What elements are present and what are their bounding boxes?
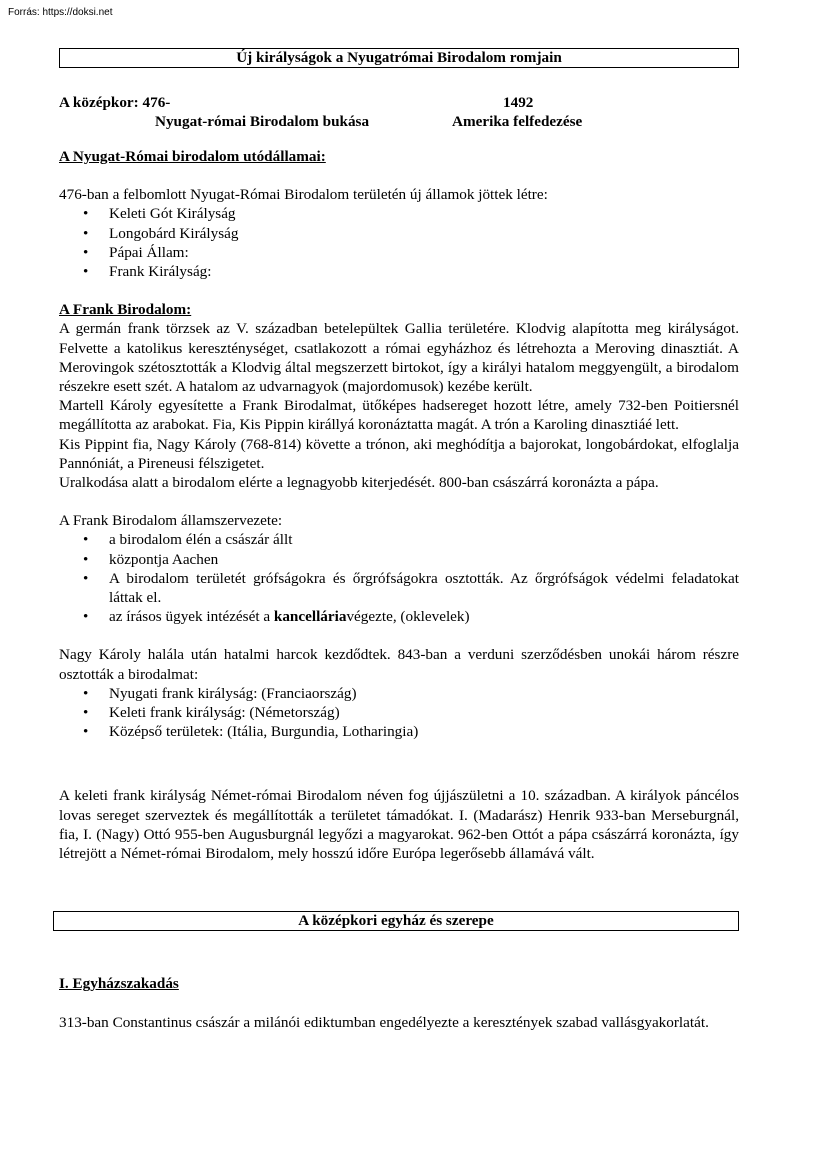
paragraph: 313-ban Constantinus császár a milánói ediktumban engedélyezte a keresztények szabad vallásgyakorlatát. <box>59 1013 709 1031</box>
paragraph: Nagy Károly halála után hatalmi harcok kezdődtek. 843-ban a verduni szerződésben unokái három részre osztották a birodalmat: <box>59 646 739 683</box>
timeline-year-end: 1492 <box>503 94 534 111</box>
section-heading-schism: I. Egyházszakadás <box>59 975 179 993</box>
timeline <box>59 93 739 133</box>
division-list <box>59 684 739 742</box>
paragraph: 476-ban a felbomlott Nyugat-Római Birodalom területén új államok jöttek létre: <box>59 186 548 204</box>
section-heading-frank-empire: A Frank Birodalom: <box>59 301 192 319</box>
list-item <box>109 607 739 626</box>
list-item: • Keleti frank királyság: (Németország) <box>109 703 739 722</box>
timeline-label: A középkor: 476- <box>59 94 171 111</box>
list-item: • A birodalom területét grófságokra és őrgrófságokra osztották. Az őrgrófságok védelmi feladatokat láttak el. <box>109 569 739 607</box>
state-organization-list <box>59 530 739 626</box>
document-page <box>59 48 739 1032</box>
section-heading-successor-states: A Nyugat-Római birodalom utódállamai: <box>59 148 326 165</box>
bold-term: kancellária <box>273 608 347 626</box>
list-item: • Pápai Állam: <box>109 243 739 262</box>
paragraph: Uralkodása alatt a birodalom elérte a legnagyobb kiterjedését. 800-ban császárrá koronázta a pápa. <box>59 474 659 492</box>
paragraph: A keleti frank királyság Német-római Birodalom néven fog újjászületni a 10. században. A királyok páncélos lovas sereget szerveztek és megállították a területet támadókat. I. (Madarász) Henrik 933-ban Merseburgnál, fia, I. (Nagy) Ottó 955-ben Augusburgnál legyőzi a magyarokat. 962-ben Ottót a pápa császárrá koronázta, így létrejött a Német-római Birodalom, mely hosszú időre Európa legerősebb államává vált. <box>59 787 739 863</box>
section-title-box: A középkori egyház és szerepe <box>53 911 739 931</box>
list-item: • Keleti Gót Királyság <box>109 204 739 223</box>
paragraph: A germán frank törzsek az V. században betelepültek Gallia területére. Klodvig alapította meg királyságot. Felvette a katolikus kereszténységet, csatlakozott a római egyházhoz és létrehozta a Meroving dinasztiát. A Merovingok szétosztották a Klodvig által megszerzett birtokot, így a királyi hatalom meggyengült, a birodalom részekre esett szét. A hatalom az udvarnagyok (majordomusok) kezébe került. <box>59 320 739 396</box>
successor-states-list <box>59 204 739 281</box>
list-item: • Frank Királyság: <box>109 262 739 281</box>
timeline-event-start: Nyugat-római Birodalom bukása <box>155 113 370 130</box>
paragraph: Martell Károly egyesítette a Frank Birodalmat, ütőképes hadsereget hozott létre, amely 732-ben Poitiersnél megállította az arabokat. Fia, Kis Pippin királlyá koronáztatta magát. A trón a Karoling dinasztiáé lett. <box>59 397 739 434</box>
list-item: • központja Aachen <box>109 550 739 569</box>
list-text: az írásos ügyek intézését a <box>109 608 274 626</box>
list-item: • Longobárd Királyság <box>109 224 739 243</box>
timeline-event-end: Amerika felfedezése <box>452 113 583 130</box>
list-item: • a birodalom élén a császár állt <box>109 530 739 549</box>
paragraph: Kis Pippint fia, Nagy Károly (768-814) követte a trónon, aki meghódítja a bajorokat, longobárdokat, elfoglalja Pannóniát, a Pireneusi félszigetet. <box>59 435 739 472</box>
list-item: • Nyugati frank királyság: (Franciaország) <box>109 684 739 703</box>
paragraph: A Frank Birodalom államszervezete: <box>59 512 283 530</box>
list-text: végezte, (oklevelek) <box>346 608 470 626</box>
list-item: • Középső területek: (Itália, Burgundia, Lotharingia) <box>109 722 739 741</box>
source-label: Forrás: https://doksi.net <box>8 7 113 18</box>
page-title: Új királyságok a Nyugatrómai Birodalom romjain <box>59 48 739 68</box>
